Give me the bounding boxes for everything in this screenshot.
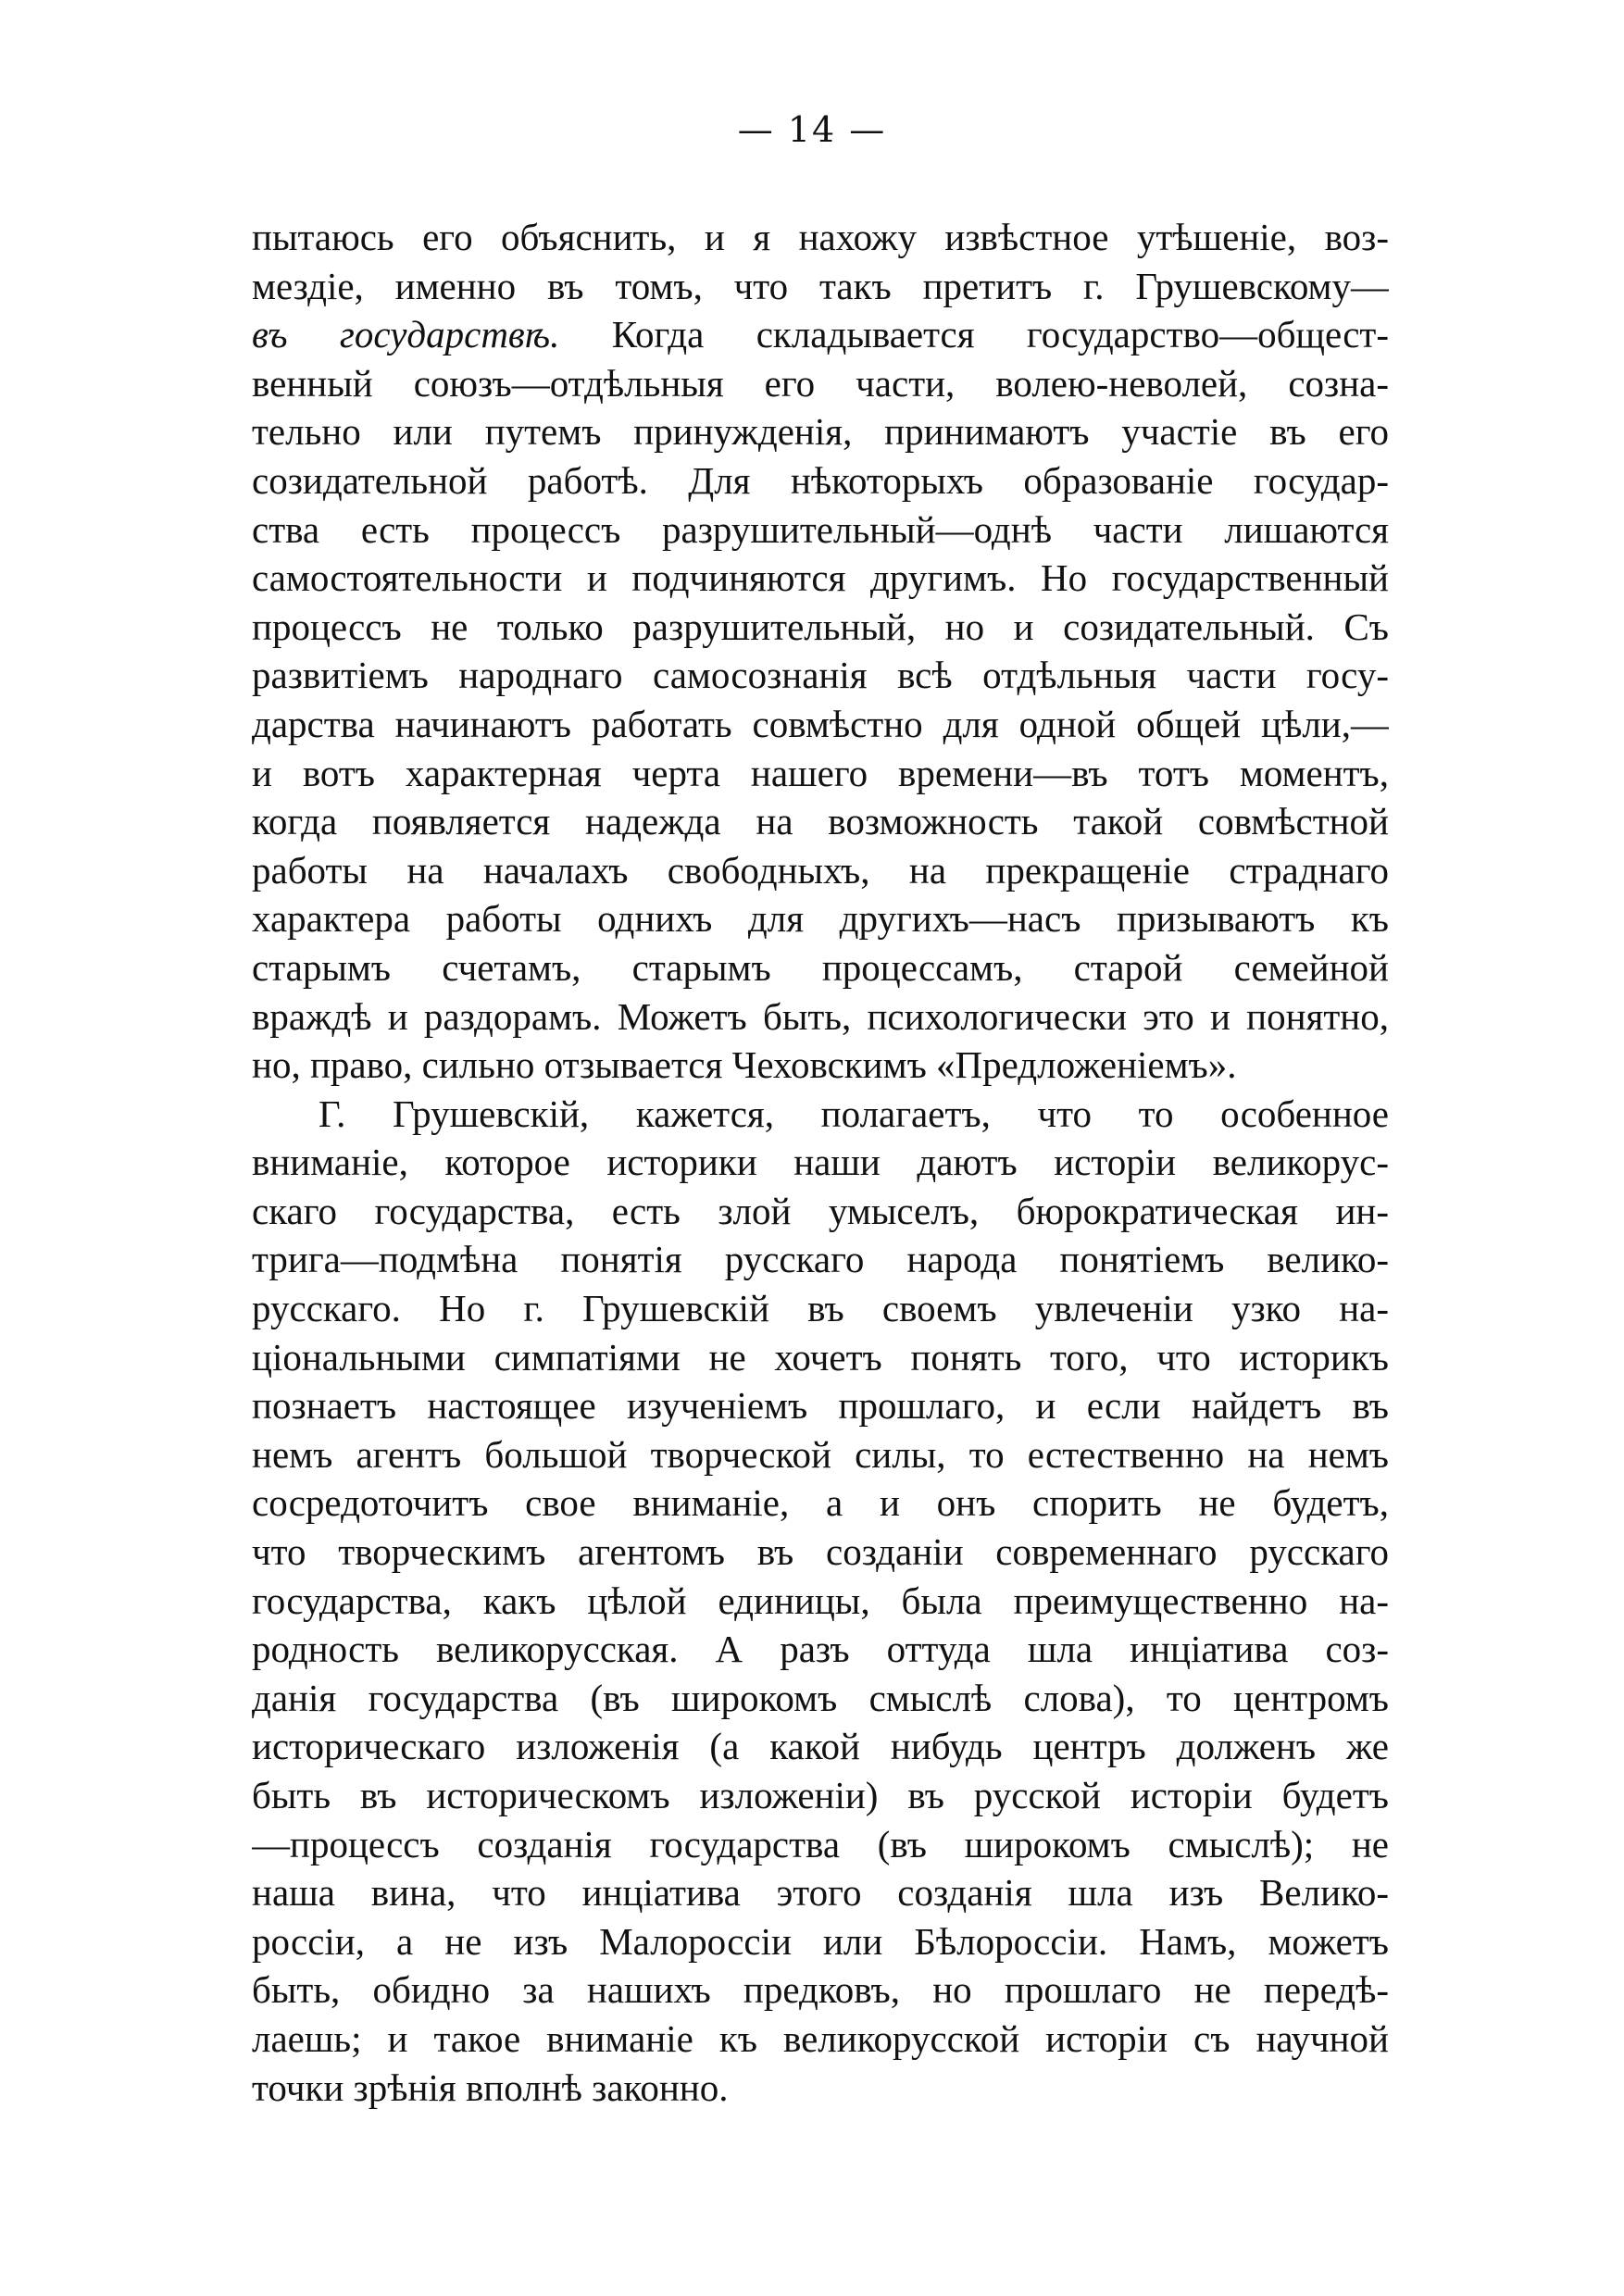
text-line: историческаго изложенія (а какой нибудь центръ долженъ же (252, 1725, 1389, 1768)
text-line: и вотъ характерная черта нашего времени—въ тотъ моментъ, (252, 751, 1389, 794)
text-line: данія государства (въ широкомъ смыслѣ слова), то центромъ (252, 1676, 1389, 1719)
text-line: точки зрѣнія вполнѣ законно. (252, 2065, 729, 2109)
text-line: созидательной работѣ. Для нѣкоторыхъ образованіе государ- (252, 458, 1389, 502)
text-line: родность великорусская. А разъ оттуда шла инціатива соз- (252, 1628, 1389, 1671)
text-line: венный союзъ—отдѣльныя его части, волею-неволей, созна- (252, 361, 1389, 405)
text-line: что творческимъ агентомъ въ созданіи современнаго русскаго (252, 1530, 1389, 1574)
text-line: наша вина, что инціатива этого созданія шла изъ Велико- (252, 1871, 1389, 1915)
text-line: враждѣ и раздорамъ. Можетъ быть, психологически это и понятно, (252, 994, 1389, 1038)
text-line: тельно или путемъ принужденія, принимаютъ участіе въ его (252, 410, 1389, 454)
text-line: Г. Грушевскій, кажется, полагаетъ, что то особенное (319, 1092, 1389, 1135)
italic-phrase: въ государствѣ. (252, 313, 560, 356)
text-line (252, 310, 1389, 359)
page-number: — 14 — (737, 109, 887, 150)
text-line: дарства начинаютъ работать совмѣстно для одной общей цѣли,— (252, 702, 1389, 745)
text-line: —процессъ созданія государства (въ широкомъ смыслѣ); не (252, 1822, 1389, 1866)
text-line: ціональными симпатіями не хочетъ понять того, что историкъ (252, 1335, 1389, 1379)
text-line: сосредоточитъ свое вниманіе, а и онъ спорить не будетъ, (252, 1481, 1389, 1525)
text-line: трига—подмѣна понятія русскаго народа понятіемъ велико- (252, 1238, 1389, 1281)
text-line: познаетъ настоящее изученіемъ прошлаго, и если найдетъ въ (252, 1384, 1389, 1428)
text-line: мездіе, именно въ томъ, что такъ претитъ г. Грушевскому— (252, 264, 1389, 307)
text-line: пытаюсь его объяснить, и я нахожу извѣстное утѣшеніе, воз- (252, 216, 1389, 258)
text-line: характера работы однихъ для другихъ—насъ призываютъ къ (252, 897, 1389, 941)
text-line: немъ агентъ большой творческой силы, то естественно на немъ (252, 1432, 1389, 1476)
body-text (252, 213, 1389, 2112)
text-line: развитіемъ народнаго самосознанія всѣ отдѣльныя части госу- (252, 654, 1389, 697)
text-line: быть въ историческомъ изложеніи) въ русской исторіи будетъ (252, 1774, 1389, 1816)
text-line: скаго государства, есть злой умыселъ, бюрократическая ин- (252, 1189, 1389, 1232)
text-line: старымъ счетамъ, старымъ процессамъ, старой семейной (252, 945, 1389, 989)
text-line: ства есть процессъ разрушительный—однѣ части лишаются (252, 507, 1389, 551)
text-line: вниманіе, которое историки наши даютъ исторіи великорус- (252, 1141, 1389, 1184)
line-rest: Когда складывается государство—общест- (559, 313, 1389, 356)
text-line: работы на началахъ свободныхъ, на прекращеніе страднаго (252, 848, 1389, 892)
text-line: русскаго. Но г. Грушевскій въ своемъ увлеченіи узко на- (252, 1287, 1389, 1330)
text-line: самостоятельности и подчиняются другимъ. Но государственный (252, 556, 1389, 600)
text-line: когда появляется надежда на возможность такой совмѣстной (252, 800, 1389, 843)
text-line: процессъ не только разрушительный, но и созидательный. Съ (252, 605, 1389, 648)
text-line: быть, обидно за нашихъ предковъ, но прошлаго не передѣ- (252, 1968, 1389, 2012)
text-line: россіи, а не изъ Малороссіи или Бѣлороссіи. Намъ, можетъ (252, 1919, 1389, 1963)
paragraph-2 (252, 1090, 1389, 2112)
text-line: лаешь; и такое вниманіе къ великорусской исторіи съ научной (252, 2016, 1389, 2060)
paragraph-1 (252, 213, 1389, 1090)
text-line: но, право, сильно отзывается Чеховскимъ «Предложеніемъ». (252, 1043, 1237, 1087)
text-line: государства, какъ цѣлой единицы, была преимущественно на- (252, 1578, 1389, 1622)
